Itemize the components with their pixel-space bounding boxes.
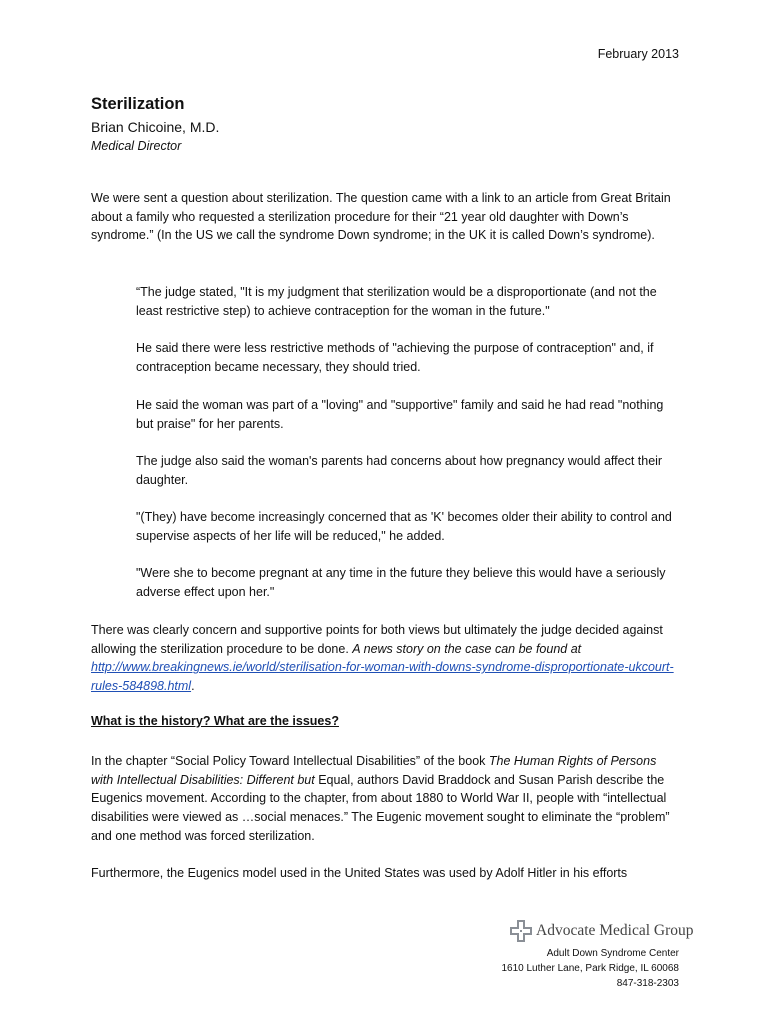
news-story-link[interactable]: http://www.breakingnews.ie/world/sterilisation-for-woman-with-downs-syndrome-disproportionate-ukcourt-rules-584898.html [91, 660, 674, 694]
history-text-a: In the chapter “Social Policy Toward Intellectual Disabilities” of the book [91, 754, 489, 768]
logo-text: Advocate Medical Group [536, 922, 694, 939]
history-heading: What is the history? What are the issues? [91, 714, 339, 728]
conclusion-italic: A news story on the case can be found at [352, 641, 582, 656]
conclusion-text: There was clearly concern and supportive points for both views but ultimately the judge decided against allowing the sterilization procedure to be done. [91, 623, 663, 656]
advocate-logo [510, 920, 694, 942]
center-address: 1610 Luther Lane, Park Ridge, IL 60068 [501, 963, 679, 974]
history-paragraph-2: Furthermore, the Eugenics model used in the United States was used by Adolf Hitler in his efforts [91, 866, 628, 880]
quote-paragraph: "(They) have become increasingly concerned that as 'K' becomes older their ability to control and supervise aspects of her life will be reduced," he added. [136, 510, 672, 543]
author-role: Medical Director [91, 139, 182, 153]
link-period: . [191, 679, 195, 694]
author-name: Brian Chicoine, M.D. [91, 119, 220, 135]
history-text-b: Equal, authors David Braddock and Susan Parish describe the Eugenics movement. According to the chapter, from about 1880 to World War II, people with “intellectual disabilities were viewed as …social menaces.” The Eugenic movement sought to eliminate the “problem” and one method was forced sterilization. [91, 772, 670, 843]
center-name: Adult Down Syndrome Center [546, 948, 679, 959]
center-phone: 847-318-2303 [616, 978, 679, 989]
advocate-cross-icon [510, 920, 532, 942]
letter-date: February 2013 [597, 47, 679, 61]
quote-paragraph: He said the woman was part of a "loving" and "supportive" family and said he had read "nothing but praise" for her parents. [136, 398, 664, 431]
conclusion-paragraph [91, 621, 681, 696]
history-paragraph [91, 752, 681, 846]
quote-paragraph: “The judge stated, "It is my judgment that sterilization would be a disproportionate (and not the least restrictive step) to achieve contraception for the woman in the future." [136, 285, 657, 318]
quote-paragraph: He said there were less restrictive methods of "achieving the purpose of contraception" and, if contraception became necessary, they should tried. [136, 341, 654, 374]
intro-paragraph: We were sent a question about sterilization. The question came with a link to an article from Great Britain about a family who requested a sterilization procedure for their “21 year old daughter with Down’s syndrome.” (In the US we call the syndrome Down syndrome; in the UK it is called Down’s syndrome). [91, 191, 671, 243]
book-title: The Human Rights of Persons with Intellectual Disabilities: Different but [91, 754, 657, 787]
quote-paragraph: The judge also said the woman's parents had concerns about how pregnancy would affect their daughter. [136, 454, 663, 487]
quote-paragraph: "Were she to become pregnant at any time in the future they believe this would have a seriously adverse effect upon her." [136, 566, 666, 599]
article-title: Sterilization [91, 95, 185, 113]
